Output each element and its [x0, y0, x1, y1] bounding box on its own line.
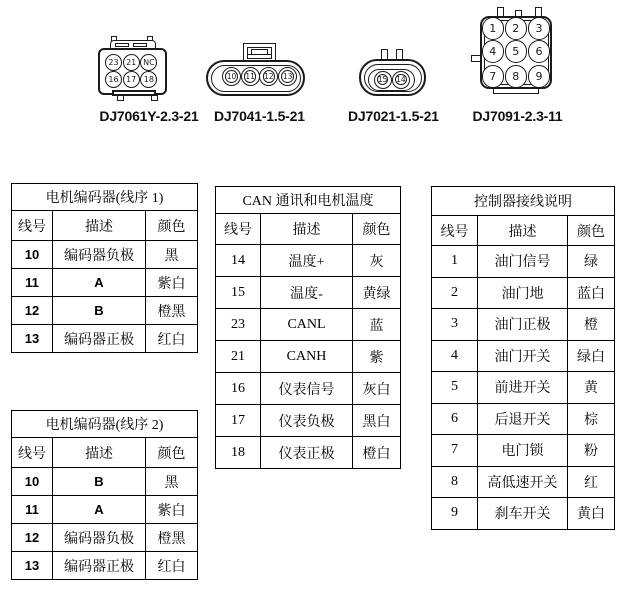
- pin-number: 5: [512, 45, 520, 59]
- cell-wire-number: 23: [216, 309, 261, 341]
- column-header: 颜色: [146, 211, 198, 241]
- cell-description: 油门信号: [478, 246, 568, 278]
- cell-color: 黄: [568, 372, 615, 404]
- cell-wire-number: 14: [216, 245, 261, 277]
- pin-number: 16: [108, 75, 119, 84]
- cell-color: 粉: [568, 435, 615, 467]
- pinout-table-encoder-order2: [11, 410, 198, 580]
- table-row: [216, 405, 401, 437]
- table-row: [432, 246, 615, 278]
- column-header: 线号: [432, 216, 478, 246]
- pin-number: 23: [108, 58, 119, 67]
- column-header: 颜色: [568, 216, 615, 246]
- pin-circle: [278, 67, 297, 86]
- column-header: 线号: [12, 211, 53, 241]
- latch-line: [247, 54, 272, 55]
- table-row: [12, 468, 198, 496]
- pin-number: 21: [126, 58, 137, 67]
- cell-color: 红白: [146, 325, 198, 353]
- pin-inner-circle: [281, 70, 294, 83]
- cell-wire-number: 17: [216, 405, 261, 437]
- cell-description: 后退开关: [478, 403, 568, 435]
- table-row: [12, 524, 198, 552]
- cell-description: 仪表负极: [261, 405, 353, 437]
- column-header: 线号: [12, 438, 53, 468]
- cell-description: 编码器负极: [53, 524, 146, 552]
- cell-description: 油门正极: [478, 309, 568, 341]
- pin-circle: [222, 67, 241, 86]
- cell-wire-number: 12: [12, 297, 53, 325]
- table-row: [432, 435, 615, 467]
- pin-number: 14: [396, 75, 406, 84]
- table-row: [216, 277, 401, 309]
- cell-color: 绿白: [568, 340, 615, 372]
- cell-color: 橙白: [353, 437, 401, 469]
- table-row: [216, 437, 401, 469]
- pin-number: 18: [143, 75, 154, 84]
- cell-description: B: [53, 297, 146, 325]
- cell-color: 灰白: [353, 373, 401, 405]
- connector-label: DJ7041-1.5-21: [214, 108, 305, 124]
- cell-description: A: [53, 496, 146, 524]
- table-row: [216, 373, 401, 405]
- pinout-table-controller-wiring: [431, 186, 615, 530]
- pin-inner-circle: [395, 74, 407, 86]
- table-row: [12, 269, 198, 297]
- pin-number: 4: [489, 45, 497, 59]
- column-header: 描述: [261, 214, 353, 245]
- table-row: [12, 241, 198, 269]
- pin-number: 3: [535, 21, 543, 35]
- cell-description: 编码器正极: [53, 552, 146, 580]
- pinout-table-can-and-temp: [215, 186, 401, 469]
- cell-description: 油门开关: [478, 340, 568, 372]
- cell-color: 橙: [568, 309, 615, 341]
- pin-number: 13: [282, 72, 293, 81]
- cell-color: 蓝: [353, 309, 401, 341]
- cell-wire-number: 11: [12, 269, 53, 297]
- pin-number: 17: [126, 75, 137, 84]
- pin-inner-circle: [225, 70, 238, 83]
- cell-wire-number: 8: [432, 466, 478, 498]
- cell-wire-number: 9: [432, 498, 478, 530]
- table-title: 控制器接线说明: [432, 187, 615, 216]
- table-title: 电机编码器(线序 2): [12, 411, 198, 438]
- pin-inner-circle: [263, 70, 276, 83]
- cell-wire-number: 3: [432, 309, 478, 341]
- pin-circle: [123, 71, 140, 88]
- cell-color: 灰: [353, 245, 401, 277]
- column-header: 描述: [53, 211, 146, 241]
- cell-description: CANH: [261, 341, 353, 373]
- table-row: [12, 552, 198, 580]
- pin-circle: [392, 71, 410, 89]
- table-row: [216, 309, 401, 341]
- column-header: 线号: [216, 214, 261, 245]
- cell-color: 红: [568, 466, 615, 498]
- pin-number: 9: [535, 70, 543, 84]
- cell-description: 油门地: [478, 277, 568, 309]
- pin-circle: [528, 65, 551, 88]
- cell-color: 黑: [146, 241, 198, 269]
- table-row: [432, 466, 615, 498]
- pin-number: 12: [264, 72, 274, 81]
- cell-wire-number: 1: [432, 246, 478, 278]
- table-row: [216, 341, 401, 373]
- pin-circle: [528, 17, 551, 40]
- table-row: [216, 245, 401, 277]
- pinout-table-encoder-order1: [11, 183, 198, 353]
- cell-description: 编码器负极: [53, 241, 146, 269]
- table-row: [432, 277, 615, 309]
- cell-color: 橙黑: [146, 297, 198, 325]
- pin-number: 6: [535, 45, 543, 59]
- table-row: [12, 496, 198, 524]
- cell-color: 黄绿: [353, 277, 401, 309]
- cell-wire-number: 5: [432, 372, 478, 404]
- pin-circle: [241, 67, 260, 86]
- connector-label: DJ7061Y-2.3-21: [99, 108, 199, 124]
- connector-label: DJ7021-1.5-21: [348, 108, 439, 124]
- pin-number: 7: [489, 70, 497, 84]
- connector-drawing-dj7061y: [96, 36, 171, 106]
- pin-circle: [105, 71, 122, 88]
- cell-color: 橙黑: [146, 524, 198, 552]
- table-row: [12, 297, 198, 325]
- cell-wire-number: 15: [216, 277, 261, 309]
- cell-wire-number: 4: [432, 340, 478, 372]
- cell-color: 紫: [353, 341, 401, 373]
- connector-drawing-dj7091: [471, 7, 561, 95]
- table-row: [432, 309, 615, 341]
- cell-description: 仪表信号: [261, 373, 353, 405]
- pin-inner-circle: [377, 74, 389, 86]
- latch-slot: [115, 43, 129, 47]
- pin-inner-circle: [244, 70, 257, 83]
- column-header: 颜色: [353, 214, 401, 245]
- connector-bottom-tab: [493, 88, 539, 94]
- table-row: [432, 372, 615, 404]
- connector-foot: [117, 95, 124, 101]
- cell-description: 电门锁: [478, 435, 568, 467]
- pin-circle: [505, 65, 528, 88]
- column-header: 颜色: [146, 438, 198, 468]
- cell-color: 棕: [568, 403, 615, 435]
- cell-wire-number: 13: [12, 325, 53, 353]
- cell-wire-number: 7: [432, 435, 478, 467]
- cell-description: 前进开关: [478, 372, 568, 404]
- pin-circle: [123, 54, 140, 71]
- column-header: 描述: [53, 438, 146, 468]
- pin-circle: [505, 17, 528, 40]
- pin-number: 11: [245, 72, 255, 81]
- cell-wire-number: 10: [12, 241, 53, 269]
- cell-description: 仪表正极: [261, 437, 353, 469]
- cell-description: B: [53, 468, 146, 496]
- cell-wire-number: 12: [12, 524, 53, 552]
- pin-number: NC: [143, 58, 155, 67]
- pin-circle: [105, 54, 122, 71]
- table-title: 电机编码器(线序 1): [12, 184, 198, 211]
- cell-description: 刹车开关: [478, 498, 568, 530]
- cell-wire-number: 11: [12, 496, 53, 524]
- column-header: 描述: [478, 216, 568, 246]
- pin-circle: [482, 40, 505, 63]
- pin-number: 8: [512, 70, 520, 84]
- pin-circle: [482, 65, 505, 88]
- cell-wire-number: 21: [216, 341, 261, 373]
- table-row: [432, 340, 615, 372]
- cell-color: 黑白: [353, 405, 401, 437]
- cell-color: 绿: [568, 246, 615, 278]
- cell-wire-number: 18: [216, 437, 261, 469]
- cell-color: 紫白: [146, 269, 198, 297]
- cell-wire-number: 16: [216, 373, 261, 405]
- table-row: [432, 403, 615, 435]
- cell-description: 温度+: [261, 245, 353, 277]
- cell-description: 高低速开关: [478, 466, 568, 498]
- connector-foot: [151, 95, 158, 101]
- cell-description: A: [53, 269, 146, 297]
- pin-number: 15: [377, 75, 388, 84]
- cell-color: 黄白: [568, 498, 615, 530]
- pin-number: 2: [512, 21, 520, 35]
- pin-number: 10: [226, 72, 237, 81]
- cell-wire-number: 10: [12, 468, 53, 496]
- pin-circle: [528, 40, 551, 63]
- table-row: [12, 325, 198, 353]
- pin-number: 1: [489, 21, 497, 35]
- cell-description: CANL: [261, 309, 353, 341]
- pin-circle: [374, 71, 392, 89]
- cell-description: 编码器正极: [53, 325, 146, 353]
- pin-circle: [482, 17, 505, 40]
- cell-color: 蓝白: [568, 277, 615, 309]
- latch-slot: [133, 43, 147, 47]
- cell-wire-number: 2: [432, 277, 478, 309]
- connector-drawing-dj7041: [206, 43, 306, 97]
- pin-circle: [505, 40, 528, 63]
- cell-wire-number: 6: [432, 403, 478, 435]
- connector-label: DJ7091-2.3-11: [472, 108, 563, 124]
- connector-drawing-dj7021: [359, 49, 427, 97]
- cell-description: 温度-: [261, 277, 353, 309]
- table-title: CAN 通讯和电机温度: [216, 187, 401, 214]
- cell-wire-number: 13: [12, 552, 53, 580]
- table-row: [432, 498, 615, 530]
- cell-color: 黑: [146, 468, 198, 496]
- cell-color: 红白: [146, 552, 198, 580]
- cell-color: 紫白: [146, 496, 198, 524]
